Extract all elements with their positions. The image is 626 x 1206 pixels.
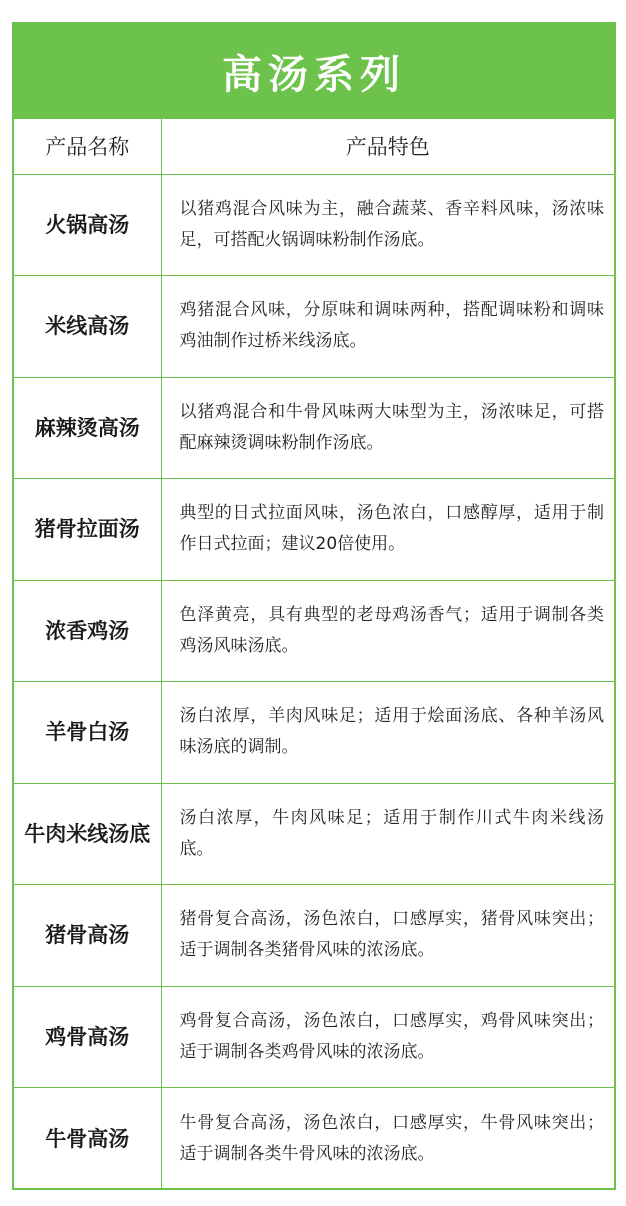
product-name: 猪骨高汤 xyxy=(14,885,161,987)
product-table xyxy=(14,119,614,1189)
product-description: 鸡猪混合风味，分原味和调味两种，搭配调味粉和调味鸡油制作过桥米线汤底。 xyxy=(161,276,614,378)
table-row xyxy=(14,174,614,276)
product-name: 牛肉米线汤底 xyxy=(14,783,161,885)
product-name: 羊骨白汤 xyxy=(14,682,161,784)
table-row xyxy=(14,783,614,885)
table-row xyxy=(14,580,614,682)
header-product-feature: 产品特色 xyxy=(161,119,614,174)
product-description: 典型的日式拉面风味，汤色浓白，口感醇厚，适用于制作日式拉面；建议20倍使用。 xyxy=(161,479,614,581)
table-row xyxy=(14,682,614,784)
product-name: 火锅高汤 xyxy=(14,174,161,276)
product-description: 汤白浓厚，牛肉风味足；适用于制作川式牛肉米线汤底。 xyxy=(161,783,614,885)
table-row xyxy=(14,986,614,1088)
product-description: 以猪鸡混合风味为主，融合蔬菜、香辛料风味，汤浓味足，可搭配火锅调味粉制作汤底。 xyxy=(161,174,614,276)
product-name: 鸡骨高汤 xyxy=(14,986,161,1088)
title-banner xyxy=(14,24,614,119)
product-name: 浓香鸡汤 xyxy=(14,580,161,682)
header-product-name: 产品名称 xyxy=(14,119,161,174)
table-row xyxy=(14,479,614,581)
page-title: 高汤系列 xyxy=(222,52,406,98)
product-description: 牛骨复合高汤，汤色浓白，口感厚实，牛骨风味突出；适于调制各类牛骨风味的浓汤底。 xyxy=(161,1088,614,1190)
product-description: 色泽黄亮，具有典型的老母鸡汤香气；适用于调制各类鸡汤风味汤底。 xyxy=(161,580,614,682)
product-description: 猪骨复合高汤，汤色浓白，口感厚实，猪骨风味突出；适于调制各类猪骨风味的浓汤底。 xyxy=(161,885,614,987)
product-name: 牛骨高汤 xyxy=(14,1088,161,1190)
table-row xyxy=(14,377,614,479)
product-description: 以猪鸡混合和牛骨风味两大味型为主，汤浓味足，可搭配麻辣烫调味粉制作汤底。 xyxy=(161,377,614,479)
product-name: 猪骨拉面汤 xyxy=(14,479,161,581)
product-name: 麻辣烫高汤 xyxy=(14,377,161,479)
table-header-row xyxy=(14,119,614,174)
table-row xyxy=(14,885,614,987)
product-name: 米线高汤 xyxy=(14,276,161,378)
table-row xyxy=(14,276,614,378)
product-description: 鸡骨复合高汤，汤色浓白，口感厚实，鸡骨风味突出；适于调制各类鸡骨风味的浓汤底。 xyxy=(161,986,614,1088)
table-row xyxy=(14,1088,614,1190)
product-table-frame xyxy=(12,22,616,1190)
product-description: 汤白浓厚，羊肉风味足；适用于烩面汤底、各种羊汤风味汤底的调制。 xyxy=(161,682,614,784)
